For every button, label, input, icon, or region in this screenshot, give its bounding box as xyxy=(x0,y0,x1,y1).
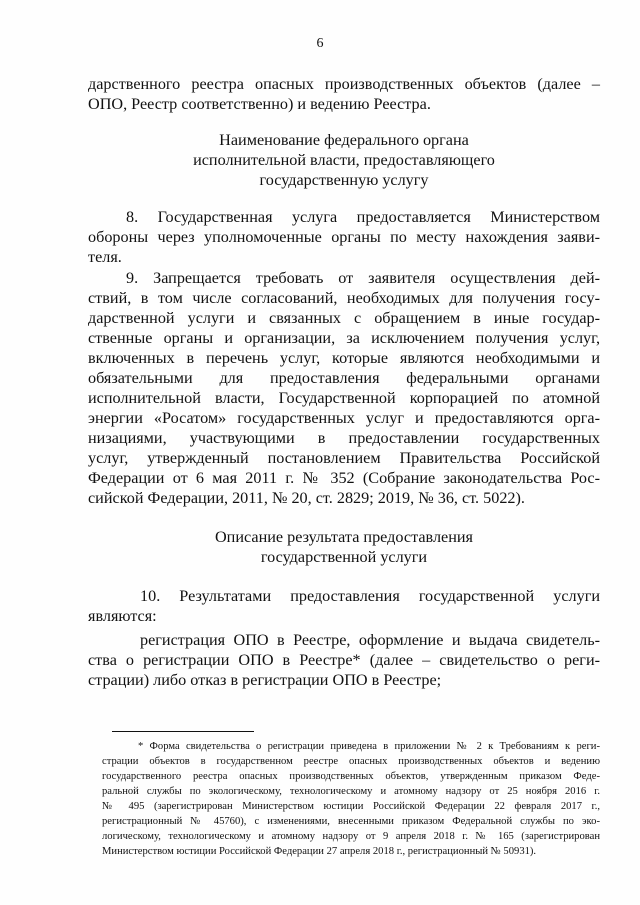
text-line: услуг, утвержденный постановлением Правительства Российской xyxy=(88,449,600,467)
footnote-line: государственного реестра опасных производственных объектов, утвержденным приказом Феде- xyxy=(102,771,600,782)
text-line: Описание результата предоставления xyxy=(214,528,473,546)
text-line: ствий, в том числе согласований, необходимых для получения госу- xyxy=(88,289,600,307)
text-line: Федерации от 6 мая 2011 г. № 352 (Собрание законодательства Рос- xyxy=(88,469,600,487)
text-line: государственной услуги xyxy=(260,548,428,566)
text-line: ственные органы и организации, за исключением получения услуг, xyxy=(88,329,600,347)
text-line: энергии «Росатом» государственных услуг и предоставляются орга- xyxy=(88,409,600,427)
text-line: являются: xyxy=(88,607,157,625)
footnote-line: * Форма свидетельства о регистрации приведена в приложении № 2 к Требованиям к реги- xyxy=(138,741,600,752)
footnote-line: ральной службы по экологическому, технологическому и атомному надзору от 25 ноября 2016 г. xyxy=(102,786,600,797)
text-line: низациями, участвующими в предоставлении государственных xyxy=(88,429,600,447)
text-line: ОПО, Реестр соответственно) и ведению Реестра. xyxy=(88,95,431,113)
text-line: страции) либо отказ в регистрации ОПО в Реестре; xyxy=(88,671,442,689)
footnote-line: Министерством юстиции Российской Федерации 27 апреля 2018 г., регистрационный № 50931). xyxy=(102,846,537,857)
text-line: 9. Запрещается требовать от заявителя осуществления дей- xyxy=(126,269,600,287)
footnote-line: страции объектов в государственном реестре опасных производственных объектов и ведению xyxy=(102,756,600,767)
footnote-line: регистрационный № 45760), с изменениями, внесенными приказом Федеральной службы по эко- xyxy=(102,816,600,827)
text-line: 8. Государственная услуга предоставляется Министерством xyxy=(126,208,600,226)
text-line: обязательными для предоставления федеральными органами xyxy=(88,369,600,387)
text-line: исполнительной власти, предоставляющего xyxy=(193,151,495,169)
text-line: дарственной услуги и связанных с обращением в иные государ- xyxy=(88,309,600,327)
text-line: включенных в перечень услуг, которые являются необходимыми и xyxy=(88,349,600,367)
text-line: регистрация ОПО в Реестре, оформление и выдача свидетель- xyxy=(140,631,600,649)
text-line: ства о регистрации ОПО в Реестре* (далее – свидетельство о реги- xyxy=(88,651,600,669)
text-line: Наименование федерального органа xyxy=(219,131,469,149)
text-line: государственную услугу xyxy=(259,171,429,189)
footnote-line: логическому, технологическому и атомному надзору от 9 апреля 2018 г. № 165 (зарегистрирован xyxy=(102,831,600,842)
text-line: 10. Результатами предоставления государственной услуги xyxy=(140,587,600,605)
page-number: 6 xyxy=(316,36,324,51)
text-line: исполнительной власти, Государственной корпорацией по атомной xyxy=(88,389,600,407)
footnote-line: № 495 (зарегистрирован Министерством юстиции Российской Федерации 22 февраля 2017 г., xyxy=(102,801,600,812)
text-line: дарственного реестра опасных производственных объектов (далее – xyxy=(88,75,600,93)
text-line: сийской Федерации, 2011, № 20, ст. 2829; 2019, № 36, ст. 5022). xyxy=(88,489,525,507)
text-line: обороны через уполномоченные органы по месту нахождения заяви- xyxy=(88,228,600,246)
text-line: теля. xyxy=(88,248,122,266)
footnote-separator xyxy=(112,731,254,732)
